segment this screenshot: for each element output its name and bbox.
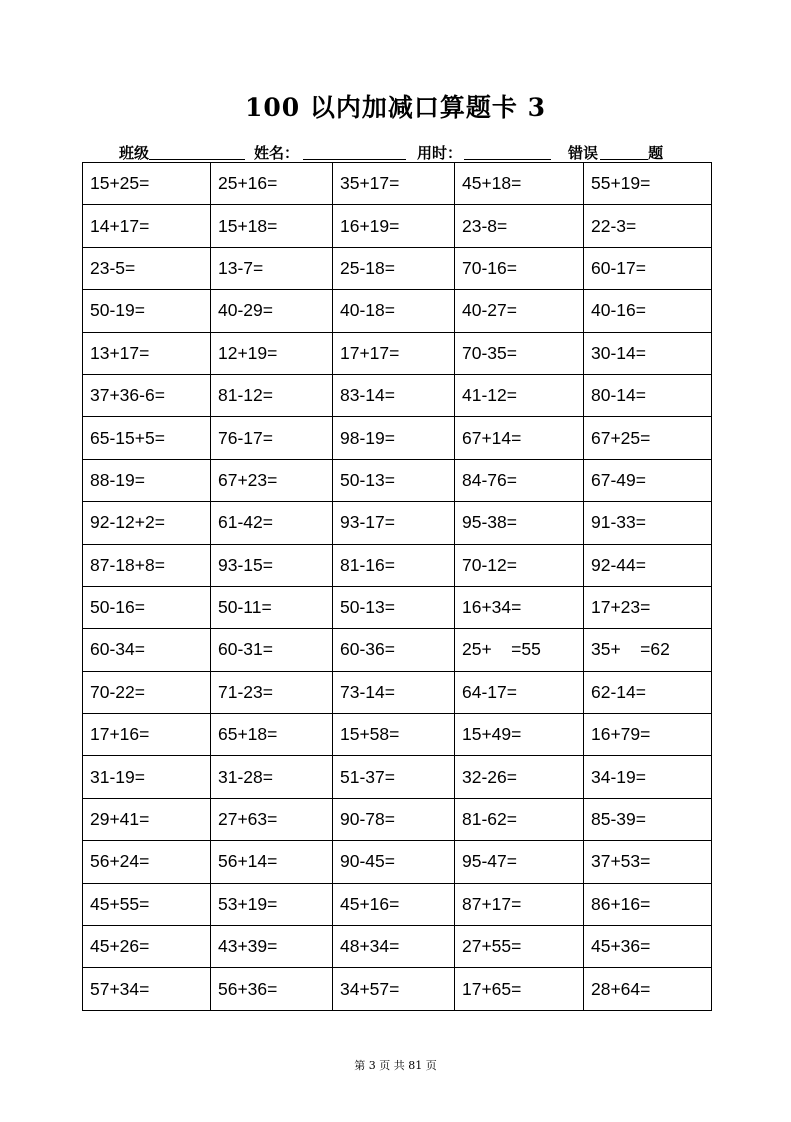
problem-cell: 30-14= <box>584 332 712 374</box>
page-footer: 第 3 页 共 81 页 <box>354 1059 437 1072</box>
problem-cell: 92-12+2= <box>83 502 211 544</box>
problem-cell: 16+19= <box>333 205 455 247</box>
problem-cell: 70-12= <box>455 544 584 586</box>
problem-cell: 15+25= <box>83 163 211 205</box>
problem-cell: 12+19= <box>211 332 333 374</box>
page-title: 100 以内加减口算题卡 3 <box>245 93 546 122</box>
error-blank <box>600 143 648 160</box>
table-row <box>83 629 712 671</box>
class-blank <box>149 143 245 160</box>
problem-cell: 85-39= <box>584 798 712 840</box>
problem-cell: 17+17= <box>333 332 455 374</box>
problem-cell: 90-78= <box>333 798 455 840</box>
problem-cell: 40-18= <box>333 290 455 332</box>
problem-cell: 37+53= <box>584 841 712 883</box>
problem-cell: 60-17= <box>584 247 712 289</box>
problem-cell: 61-42= <box>211 502 333 544</box>
problem-cell: 67+23= <box>211 459 333 501</box>
problem-cell: 81-62= <box>455 798 584 840</box>
table-row <box>83 290 712 332</box>
problem-cell: 92-44= <box>584 544 712 586</box>
problem-cell: 28+64= <box>584 968 712 1010</box>
problem-cell: 73-14= <box>333 671 455 713</box>
problem-cell: 57+34= <box>83 968 211 1010</box>
problem-cell: 27+63= <box>211 798 333 840</box>
name-label: 姓名： <box>254 144 300 162</box>
table-row <box>83 374 712 416</box>
problem-cell: 31-19= <box>83 756 211 798</box>
problem-cell: 80-14= <box>584 374 712 416</box>
problem-cell: 50-19= <box>83 290 211 332</box>
problem-cell: 93-17= <box>333 502 455 544</box>
problem-cell: 48+34= <box>333 926 455 968</box>
problem-cell: 17+16= <box>83 714 211 756</box>
problem-cell: 13-7= <box>211 247 333 289</box>
problem-cell: 65+18= <box>211 714 333 756</box>
problem-cell: 81-12= <box>211 374 333 416</box>
problem-cell: 13+17= <box>83 332 211 374</box>
problem-cell: 16+79= <box>584 714 712 756</box>
problem-cell: 87+17= <box>455 883 584 925</box>
problem-cell: 53+19= <box>211 883 333 925</box>
problem-cell: 67+14= <box>455 417 584 459</box>
problem-cell: 45+36= <box>584 926 712 968</box>
problem-cell: 55+19= <box>584 163 712 205</box>
problem-cell: 23-8= <box>455 205 584 247</box>
table-row <box>83 459 712 501</box>
table-row <box>83 671 712 713</box>
problem-cell: 95-47= <box>455 841 584 883</box>
error-suffix: 题 <box>648 144 664 162</box>
problem-cell: 45+18= <box>455 163 584 205</box>
problem-cell: 64-17= <box>455 671 584 713</box>
problem-cell: 93-15= <box>211 544 333 586</box>
table-row <box>83 926 712 968</box>
info-line <box>119 141 663 163</box>
problem-cell: 29+41= <box>83 798 211 840</box>
table-row <box>83 968 712 1010</box>
table-row <box>83 756 712 798</box>
table-row <box>83 332 712 374</box>
problem-cell: 70-22= <box>83 671 211 713</box>
problem-cell: 88-19= <box>83 459 211 501</box>
problem-cell: 50-13= <box>333 586 455 628</box>
table-row <box>83 247 712 289</box>
problem-cell: 71-23= <box>211 671 333 713</box>
problem-cell: 86+16= <box>584 883 712 925</box>
problem-cell: 17+65= <box>455 968 584 1010</box>
problem-cell: 95-38= <box>455 502 584 544</box>
problem-cell: 70-16= <box>455 247 584 289</box>
error-label: 错误 <box>568 144 599 162</box>
problem-cell: 60-31= <box>211 629 333 671</box>
problem-cell: 62-14= <box>584 671 712 713</box>
problem-cell: 35+ =62 <box>584 629 712 671</box>
name-blank <box>303 143 406 160</box>
problem-cell: 45+26= <box>83 926 211 968</box>
table-row <box>83 883 712 925</box>
problem-cell: 22-3= <box>584 205 712 247</box>
problem-cell: 56+24= <box>83 841 211 883</box>
problem-cell: 45+55= <box>83 883 211 925</box>
problem-cell: 15+18= <box>211 205 333 247</box>
problem-cell: 84-76= <box>455 459 584 501</box>
problem-cell: 81-16= <box>333 544 455 586</box>
table-row <box>83 205 712 247</box>
problem-cell: 56+14= <box>211 841 333 883</box>
table-row <box>83 586 712 628</box>
problem-cell: 45+16= <box>333 883 455 925</box>
problem-cell: 31-28= <box>211 756 333 798</box>
problem-cell: 67+25= <box>584 417 712 459</box>
table-row <box>83 163 712 205</box>
problem-cell: 76-17= <box>211 417 333 459</box>
problem-cell: 87-18+8= <box>83 544 211 586</box>
problem-cell: 35+17= <box>333 163 455 205</box>
problem-cell: 60-34= <box>83 629 211 671</box>
time-label: 用时： <box>417 144 463 162</box>
problem-cell: 60-36= <box>333 629 455 671</box>
problem-cell: 90-45= <box>333 841 455 883</box>
problem-cell: 50-16= <box>83 586 211 628</box>
problem-cell: 17+23= <box>584 586 712 628</box>
problem-cell: 50-11= <box>211 586 333 628</box>
problem-cell: 16+34= <box>455 586 584 628</box>
problem-cell: 37+36-6= <box>83 374 211 416</box>
problem-grid-body <box>83 163 712 1011</box>
problem-cell: 15+58= <box>333 714 455 756</box>
problem-cell: 34-19= <box>584 756 712 798</box>
table-row <box>83 714 712 756</box>
table-row <box>83 417 712 459</box>
problem-cell: 67-49= <box>584 459 712 501</box>
problem-grid <box>82 162 712 1011</box>
problem-cell: 40-16= <box>584 290 712 332</box>
problem-cell: 50-13= <box>333 459 455 501</box>
problem-cell: 98-19= <box>333 417 455 459</box>
time-blank <box>464 143 551 160</box>
table-row <box>83 841 712 883</box>
problem-cell: 14+17= <box>83 205 211 247</box>
problem-cell: 32-26= <box>455 756 584 798</box>
problem-cell: 43+39= <box>211 926 333 968</box>
problem-cell: 23-5= <box>83 247 211 289</box>
problem-cell: 70-35= <box>455 332 584 374</box>
table-row <box>83 544 712 586</box>
problem-cell: 34+57= <box>333 968 455 1010</box>
problem-cell: 51-37= <box>333 756 455 798</box>
problem-cell: 25-18= <box>333 247 455 289</box>
problem-cell: 65-15+5= <box>83 417 211 459</box>
problem-cell: 27+55= <box>455 926 584 968</box>
problem-cell: 41-12= <box>455 374 584 416</box>
table-row <box>83 798 712 840</box>
problem-cell: 91-33= <box>584 502 712 544</box>
problem-cell: 83-14= <box>333 374 455 416</box>
problem-cell: 25+ =55 <box>455 629 584 671</box>
problem-cell: 25+16= <box>211 163 333 205</box>
problem-cell: 56+36= <box>211 968 333 1010</box>
problem-cell: 40-29= <box>211 290 333 332</box>
problem-cell: 40-27= <box>455 290 584 332</box>
class-label: 班级 <box>119 144 150 162</box>
problem-cell: 15+49= <box>455 714 584 756</box>
table-row <box>83 502 712 544</box>
